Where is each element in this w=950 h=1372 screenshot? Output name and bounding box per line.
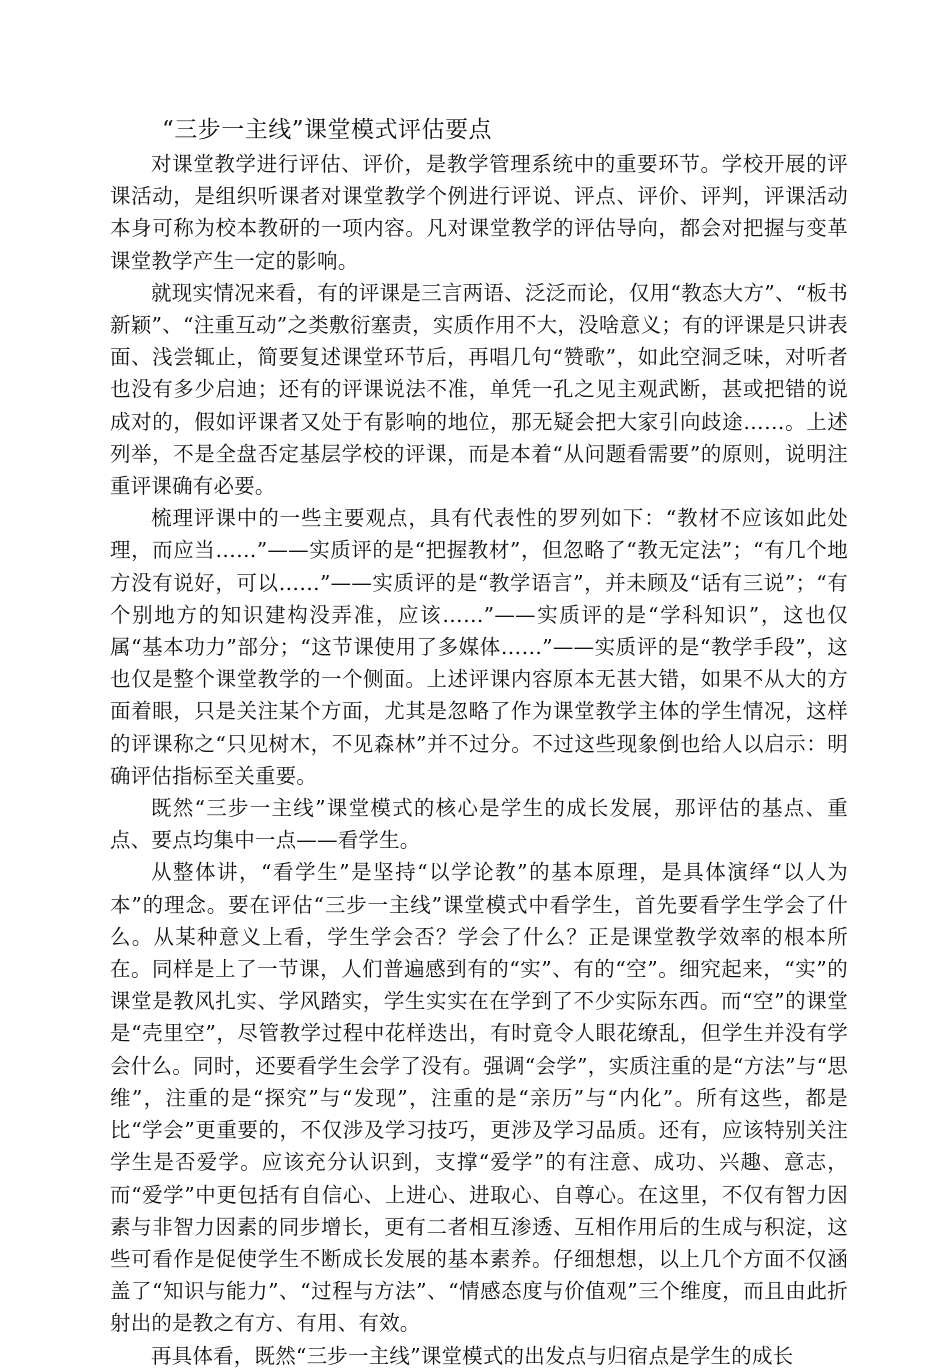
paragraph-core: 既然“三步一主线”课堂模式的核心是学生的成长发展，那评估的基点、重点、要点均集中一点——看学生。 (110, 796, 848, 853)
paragraph-specific: 再具体看，既然“三步一主线”课堂模式的出发点与归宿点是学生的成长 (151, 1343, 794, 1368)
paragraph-current-situation: 就现实情况来看，有的评课是三言两语、泛泛而论，仅用“教态大方”、“板书新颖”、“注重互动”之类敷衍塞责，实质作用不大，没啥意义；有的评课是只讲表面、浅尝辄止，简要复述课堂环节后，再唱几句“赞歌”，如此空洞乏味，对听者也没有多少启迪；还有的评课说法不准，单凭一孔之见主观武断，甚或把错的说成对的，假如评课者又处于有影响的地位，那无疑会把大家引向歧途……。上述列举，不是全盘否定基层学校的评课，而是本着“从问题看需要”的原则，说明注重评课确有必要。 (110, 280, 848, 499)
paragraph-main-views: 梳理评课中的一些主要观点，具有代表性的罗列如下：“教材不应该如此处理，而应当……”——实质评的是“把握教材”，但忽略了“教无定法”；“有几个地方没有说好，可以……”——实质评的是“教学语言”，并未顾及“话有三说”；“有个别地方的知识建构没弄准，应该……”——实质评的是“学科知识”，这也仅属“基本功力”部分；“这节课使用了多媒体……”——实质评的是“教学手段”，这也仅是整个课堂教学的一个侧面。上述评课内容原本无甚大错，如果不从大的方面着眼，只是关注某个方面，尤其是忽略了作为课堂教学主体的学生情况，这样的评课称之“只见树木，不见森林”并不过分。不过这些现象倒也给人以启示：明确评估指标至关重要。 (110, 506, 848, 788)
document-body (110, 112, 848, 1372)
paragraph-intro: 对课堂教学进行评估、评价，是教学管理系统中的重要环节。学校开展的评课活动，是组织听课者对课堂教学个例进行评说、评点、评价、评判，评课活动本身可称为校本教研的一项内容。凡对课堂教学的评估导向，都会对把握与变革课堂教学产生一定的影响。 (110, 152, 848, 273)
document-title: “三步一主线”课堂模式评估要点 (162, 117, 493, 143)
paragraph-overall: 从整体讲，“看学生”是坚持“以学论教”的基本原理，是具体演绎“以人为本”的理念。要在评估“三步一主线”课堂模式中看学生，首先要看学生学会了什么。从某种意义上看，学生学会否？学会了什么？正是课堂教学效率的根本所在。同样是上了一节课，人们普遍感到有的“实”、有的“空”。细究起来，“实”的课堂是教风扎实、学风踏实，学生实实在在学到了不少实际东西。而“空”的课堂是“壳里空”，尽管教学过程中花样迭出，有时竟令人眼花缭乱，但学生并没有学会什么。同时，还要看学生会学了没有。强调“会学”，实质注重的是“方法”与“思维”，注重的是“探究”与“发现”，注重的是“亲历”与“内化”。所有这些，都是比“学会”更重要的，不仅涉及学习技巧，更涉及学习品质。还有，应该特别关注学生是否爱学。应该充分认识到，支撑“爱学”的有注意、成功、兴趣、意志，而“爱学”中更包括有自信心、上进心、进取心、自尊心。在这里，不仅有智力因素与非智力因素的同步增长，更有二者相互渗透、互相作用后的生成与积淀，这些可看作是促使学生不断成长发展的基本素养。仔细想想，以上几个方面不仅涵盖了“知识与能力”、“过程与方法”、“情感态度与价值观”三个维度，而且由此折射出的是教之有方、有用、有效。 (110, 860, 848, 1336)
